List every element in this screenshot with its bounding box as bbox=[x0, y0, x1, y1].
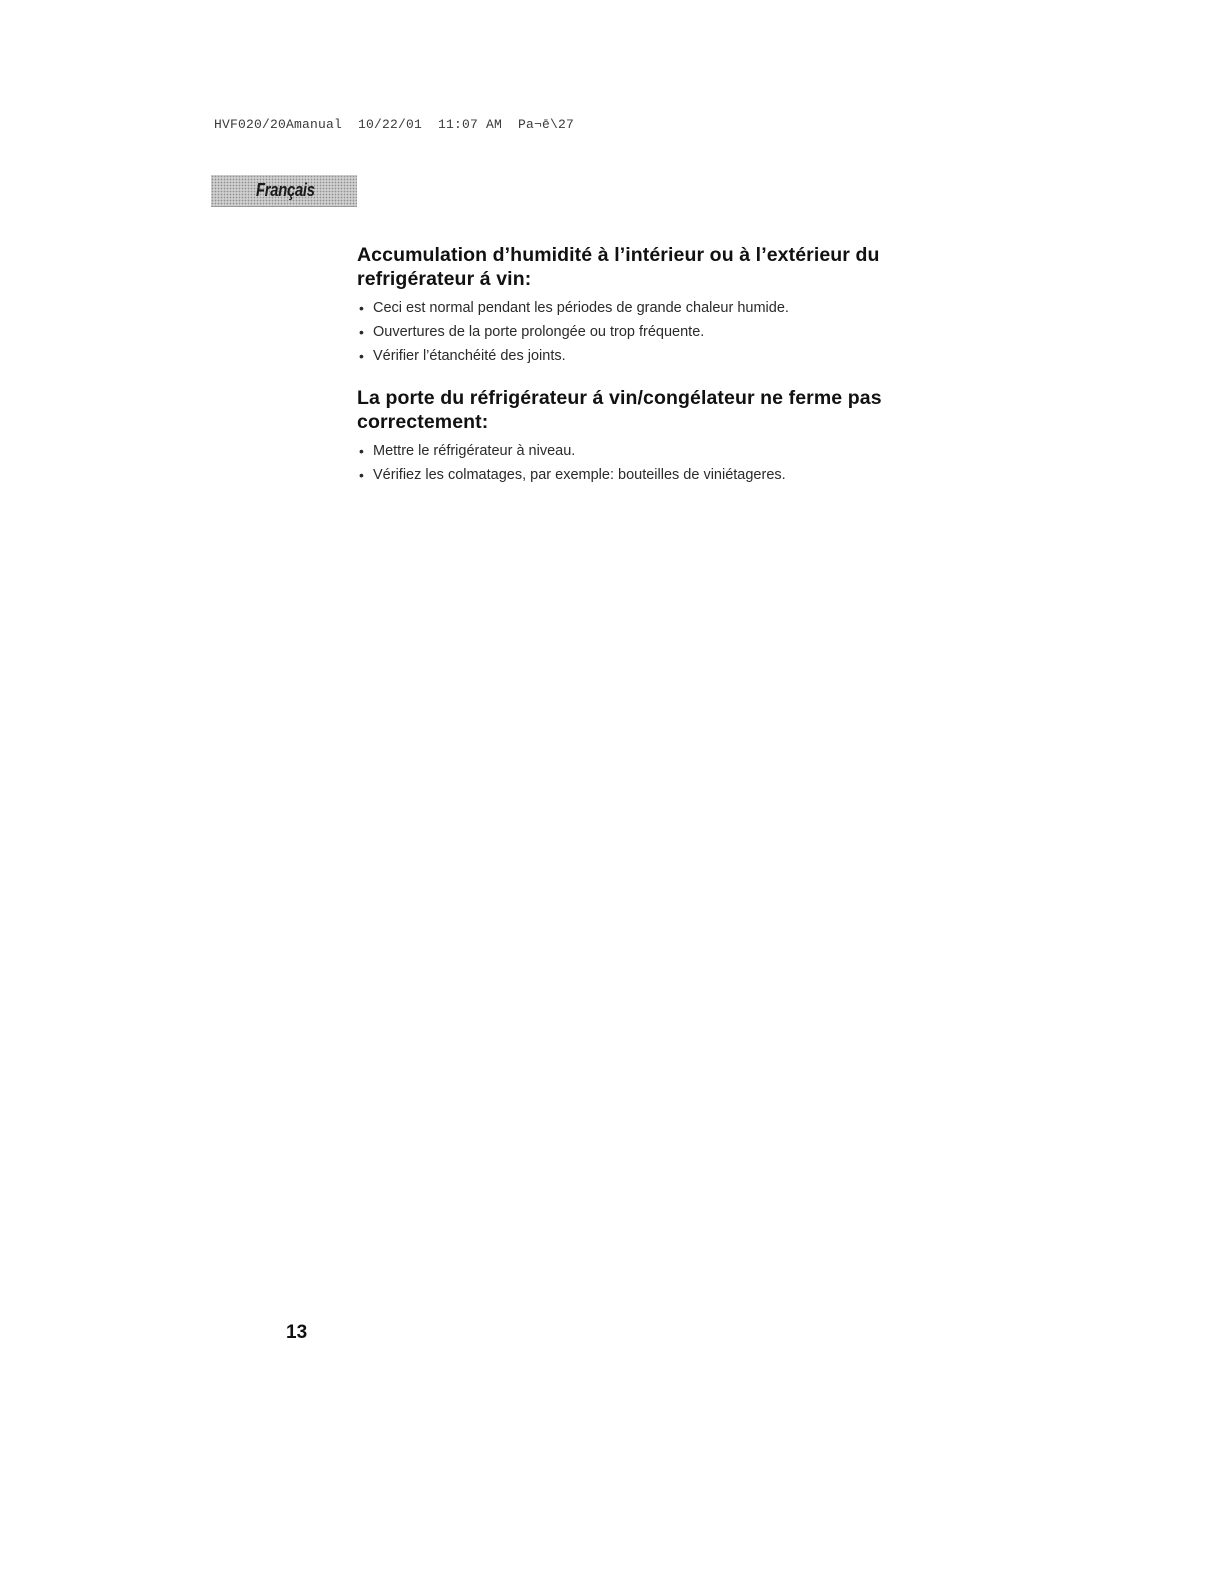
bullet-list bbox=[357, 439, 937, 487]
list-item-text: Ceci est normal pendant les périodes de grande chaleur humide. bbox=[373, 300, 789, 316]
section-moisture bbox=[357, 243, 937, 368]
list-item bbox=[357, 439, 937, 463]
bullet-icon: • bbox=[359, 467, 364, 483]
list-item bbox=[357, 320, 937, 344]
page-number: 13 bbox=[286, 1322, 308, 1343]
section-door bbox=[357, 386, 937, 487]
troubleshooting-content bbox=[357, 243, 937, 505]
language-tab bbox=[211, 175, 357, 207]
bullet-icon: • bbox=[359, 300, 364, 316]
print-header: HVF020/20Amanual 10/22/01 11:07 AM Pa¬ē\27 bbox=[214, 117, 575, 132]
bullet-list bbox=[357, 296, 937, 368]
list-item bbox=[357, 463, 937, 487]
bullet-icon: • bbox=[359, 324, 364, 340]
section-heading: La porte du réfrigérateur á vin/congélateur ne ferme pas correctement: bbox=[357, 387, 882, 433]
language-tab-label: Français bbox=[256, 180, 315, 200]
list-item-text: Ouvertures de la porte prolongée ou trop fréquente. bbox=[373, 324, 705, 340]
list-item-text: Vérifier l’étanchéité des joints. bbox=[373, 348, 566, 364]
bullet-icon: • bbox=[359, 443, 364, 459]
list-item bbox=[357, 296, 937, 320]
section-heading: Accumulation d’humidité à l’intérieur ou à l’extérieur du refrigérateur á vin: bbox=[357, 244, 880, 290]
list-item bbox=[357, 344, 937, 368]
bullet-icon: • bbox=[359, 348, 364, 364]
list-item-text: Mettre le réfrigérateur à niveau. bbox=[373, 443, 576, 459]
list-item-text: Vérifiez les colmatages, par exemple: bouteilles de viniétageres. bbox=[373, 467, 786, 483]
